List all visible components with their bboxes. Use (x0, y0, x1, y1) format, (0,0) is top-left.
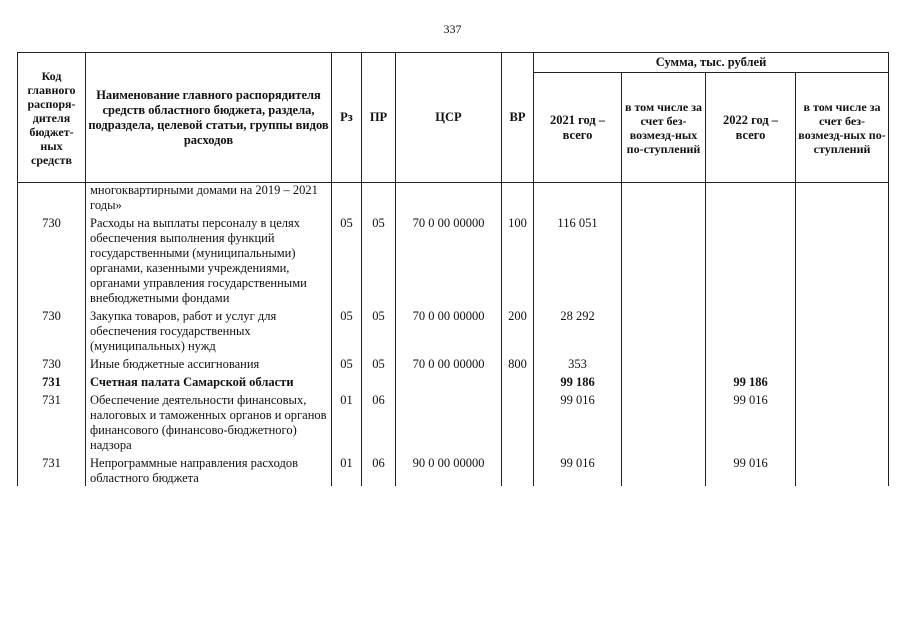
cell-2022-incl (796, 390, 889, 453)
cell-2022-total (706, 354, 796, 372)
cell-vr (502, 453, 534, 486)
cell-csr: 70 0 00 00000 (396, 306, 502, 354)
cell-code: 730 (18, 213, 86, 306)
table-row (18, 354, 889, 372)
cell-2021-incl (622, 306, 706, 354)
header-sum-group: Сумма, тыс. рублей (534, 53, 889, 73)
table-header (18, 53, 889, 183)
header-pr: ПР (362, 53, 396, 183)
cell-2021-total: 353 (534, 354, 622, 372)
cell-rz (332, 372, 362, 390)
cell-csr (396, 372, 502, 390)
cell-2021-total: 28 292 (534, 306, 622, 354)
cell-2022-incl (796, 372, 889, 390)
cell-rz: 05 (332, 306, 362, 354)
header-2022-incl: в том числе за счет без-возмезд-ных по-ступлений (796, 73, 889, 183)
cell-2022-incl (796, 213, 889, 306)
cell-csr: 70 0 00 00000 (396, 354, 502, 372)
cell-2021-incl (622, 354, 706, 372)
cell-2021-incl (622, 183, 706, 214)
cell-2021-total (534, 183, 622, 214)
cell-code: 731 (18, 390, 86, 453)
cell-2021-total: 99 016 (534, 390, 622, 453)
cell-vr: 800 (502, 354, 534, 372)
header-name: Наименование главного распорядителя средств областного бюджета, раздела, подраздела, целевой статьи, группы видов расходов (86, 53, 332, 183)
header-csr: ЦСР (396, 53, 502, 183)
header-2021-incl: в том числе за счет без-возмезд-ных по-ступлений (622, 73, 706, 183)
cell-code: 731 (18, 453, 86, 486)
cell-2021-incl (622, 453, 706, 486)
cell-name: Обеспечение деятельности финансовых, налоговых и таможенных органов и органов финансового (финансово-бюджетного) надзора (86, 390, 332, 453)
cell-name: многоквартирными домами на 2019 – 2021 годы» (86, 183, 332, 214)
cell-name: Иные бюджетные ассигнования (86, 354, 332, 372)
cell-pr (362, 372, 396, 390)
cell-vr (502, 390, 534, 453)
table-row (18, 306, 889, 354)
cell-2022-total: 99 016 (706, 390, 796, 453)
cell-2021-total: 99 016 (534, 453, 622, 486)
table-row (18, 453, 889, 486)
cell-code: 731 (18, 372, 86, 390)
cell-vr: 200 (502, 306, 534, 354)
cell-2022-incl (796, 306, 889, 354)
cell-rz: 05 (332, 354, 362, 372)
cell-2022-incl (796, 453, 889, 486)
cell-vr: 100 (502, 213, 534, 306)
table-row (18, 390, 889, 453)
cell-2021-total: 116 051 (534, 213, 622, 306)
page-number: 337 (443, 22, 462, 36)
cell-vr (502, 372, 534, 390)
cell-2022-total (706, 183, 796, 214)
table-body (18, 183, 889, 487)
cell-csr: 70 0 00 00000 (396, 213, 502, 306)
cell-2022-total (706, 213, 796, 306)
cell-2022-incl (796, 183, 889, 214)
cell-rz (332, 183, 362, 214)
header-2022-total: 2022 год – всего (706, 73, 796, 183)
cell-pr: 05 (362, 306, 396, 354)
cell-csr (396, 183, 502, 214)
header-rz: Рз (332, 53, 362, 183)
cell-code (18, 183, 86, 214)
cell-vr (502, 183, 534, 214)
table-row (18, 372, 889, 390)
cell-2022-incl (796, 354, 889, 372)
cell-2021-incl (622, 213, 706, 306)
cell-name: Непрограммные направления расходов областного бюджета (86, 453, 332, 486)
cell-2022-total: 99 016 (706, 453, 796, 486)
table-row (18, 183, 889, 214)
cell-2021-total: 99 186 (534, 372, 622, 390)
header-code: Код главного распоря-дителя бюджет-ных средств (18, 53, 86, 183)
cell-2022-total: 99 186 (706, 372, 796, 390)
cell-pr: 05 (362, 354, 396, 372)
cell-rz: 01 (332, 390, 362, 453)
cell-name: Расходы на выплаты персоналу в целях обеспечения выполнения функций государственными (муниципальными) органами, казенными учреждениями, органами управления государственными внебюджетными фондами (86, 213, 332, 306)
cell-2021-incl (622, 372, 706, 390)
header-2021-total: 2021 год – всего (534, 73, 622, 183)
budget-table (17, 52, 889, 486)
header-vr: ВР (502, 53, 534, 183)
cell-pr: 05 (362, 213, 396, 306)
cell-rz: 01 (332, 453, 362, 486)
cell-name: Счетная палата Самарской области (86, 372, 332, 390)
cell-code: 730 (18, 306, 86, 354)
table-row (18, 213, 889, 306)
cell-name: Закупка товаров, работ и услуг для обеспечения государственных (муниципальных) нужд (86, 306, 332, 354)
cell-rz: 05 (332, 213, 362, 306)
cell-2021-incl (622, 390, 706, 453)
cell-pr (362, 183, 396, 214)
cell-2022-total (706, 306, 796, 354)
cell-pr: 06 (362, 453, 396, 486)
budget-table-frame (17, 52, 888, 486)
cell-csr (396, 390, 502, 453)
cell-csr: 90 0 00 00000 (396, 453, 502, 486)
cell-code: 730 (18, 354, 86, 372)
cell-pr: 06 (362, 390, 396, 453)
